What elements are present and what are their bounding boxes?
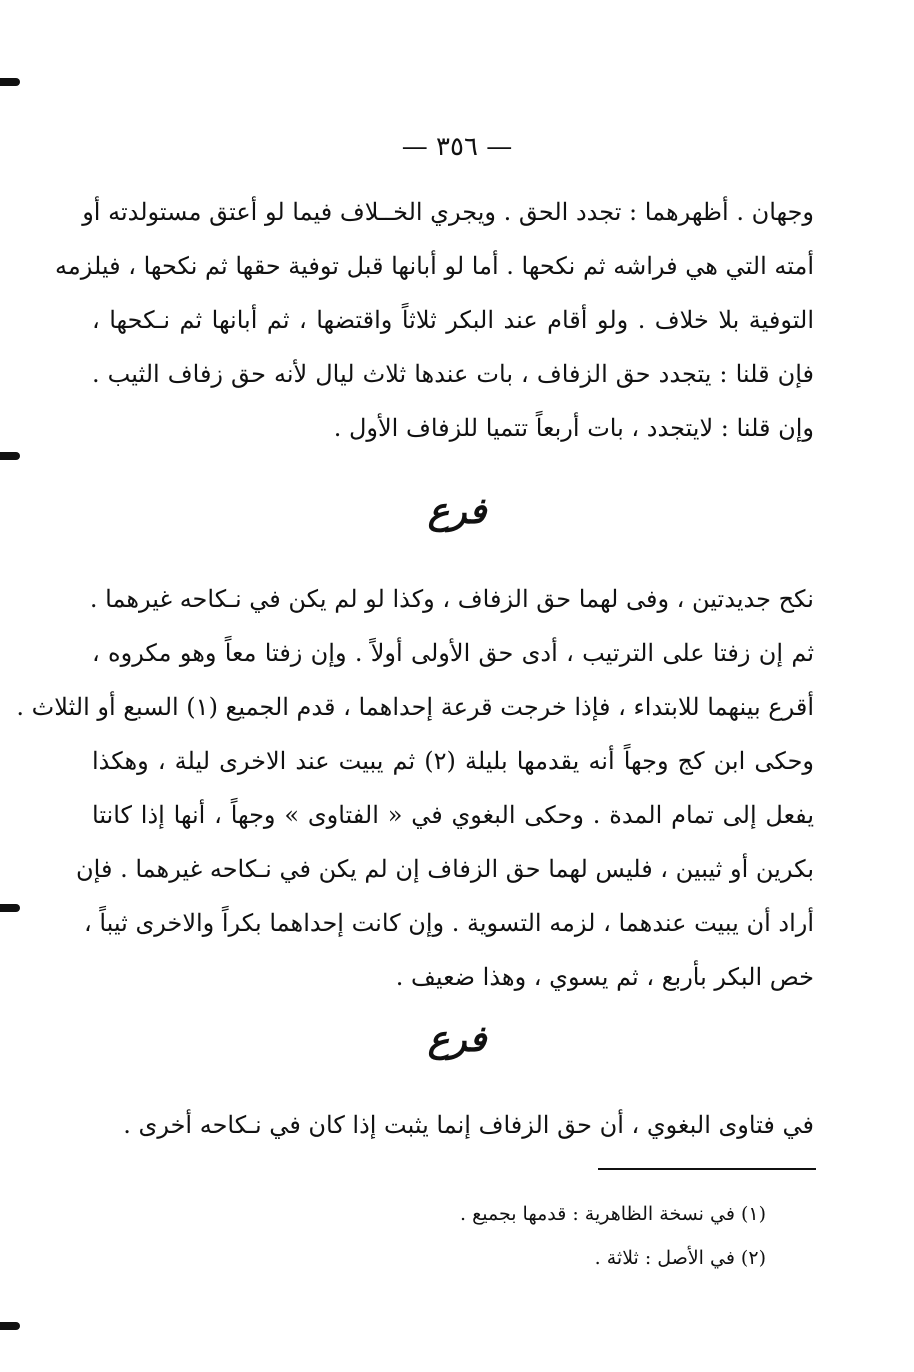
footnote: (٢) في الأصل : ثلاثة . [594, 1247, 766, 1269]
text-line: أراد أن يبيت عندهما ، لزمه التسوية . وإن كانت إحداهما بكراً والاخرى ثيباً ، [83, 909, 814, 937]
text-line: نكح جديدتين ، وفى لهما حق الزفاف ، وكذا لو لم يكن في نـكاحه غيرهما . [89, 585, 814, 613]
paragraph-1 [54, 185, 814, 455]
text-line: في فتاوى البغوي ، أن حق الزفاف إنما يثبت إذا كان في نـكاحه أخرى . [123, 1111, 814, 1139]
section-heading: فرع [427, 1018, 487, 1060]
text-line: فإن قلنا : يتجدد حق الزفاف ، بات عندها ثلاث ليال لأنه حق زفاف الثيب . [92, 360, 814, 388]
scan-edge-mark [0, 78, 20, 86]
footnote: (١) في نسخة الظاهرية : قدمها بجميع . [460, 1203, 766, 1225]
text-line: وجهان . أظهرهما : تجدد الحق . ويجري الخــلاف فيما لو أعتق مستولدته أو [82, 198, 814, 226]
scan-edge-mark [0, 1322, 20, 1330]
text-line: يفعل إلى تمام المدة . وحكى البغوي في « الفتاوى » وجهاً ، أنها إذا كانتا [92, 801, 815, 829]
scan-edge-mark [0, 904, 20, 912]
text-line: أمته التي هي فراشه ثم نكحها . أما لو أبانها قبل توفية حقها ثم نكحها ، فيلزمه [54, 252, 814, 280]
footnote-divider [598, 1168, 816, 1170]
text-line: وحكى ابن كج وجهاً أنه يقدمها بليلة (٢) ثم يبيت عند الاخرى ليلة ، وهكذا [92, 747, 815, 775]
text-line: بكرين أو ثيبين ، فليس لهما حق الزفاف إن لم يكن في نـكاحه غيرهما . فإن [76, 855, 814, 883]
section-heading: فرع [427, 490, 487, 532]
text-line: خص البكر بأربع ، ثم يسوي ، وهذا ضعيف . [395, 963, 814, 991]
paragraph-3 [92, 1098, 814, 1152]
text-line: التوفية بلا خلاف . ولو أقام عند البكر ثلاثاً واقتضها ، ثم أبانها ثم نـكحها ، [92, 306, 814, 334]
paragraph-2 [16, 572, 815, 1004]
text-line: أقرع بينهما للابتداء ، فإذا خرجت قرعة إحداهما ، قدم الجميع (١) السبع أو الثلاث . [16, 693, 814, 721]
text-line: ثم إن زفتا على الترتيب ، أدى حق الأولى أولاً . وإن زفتا معاً وهو مكروه ، [92, 639, 814, 667]
text-line: وإن قلنا : لايتجدد ، بات أربعاً تتميا للزفاف الأول . [333, 414, 814, 442]
footnotes [300, 1192, 766, 1280]
scan-edge-mark [0, 452, 20, 460]
page-number: — ٣٥٦ — [401, 132, 513, 162]
